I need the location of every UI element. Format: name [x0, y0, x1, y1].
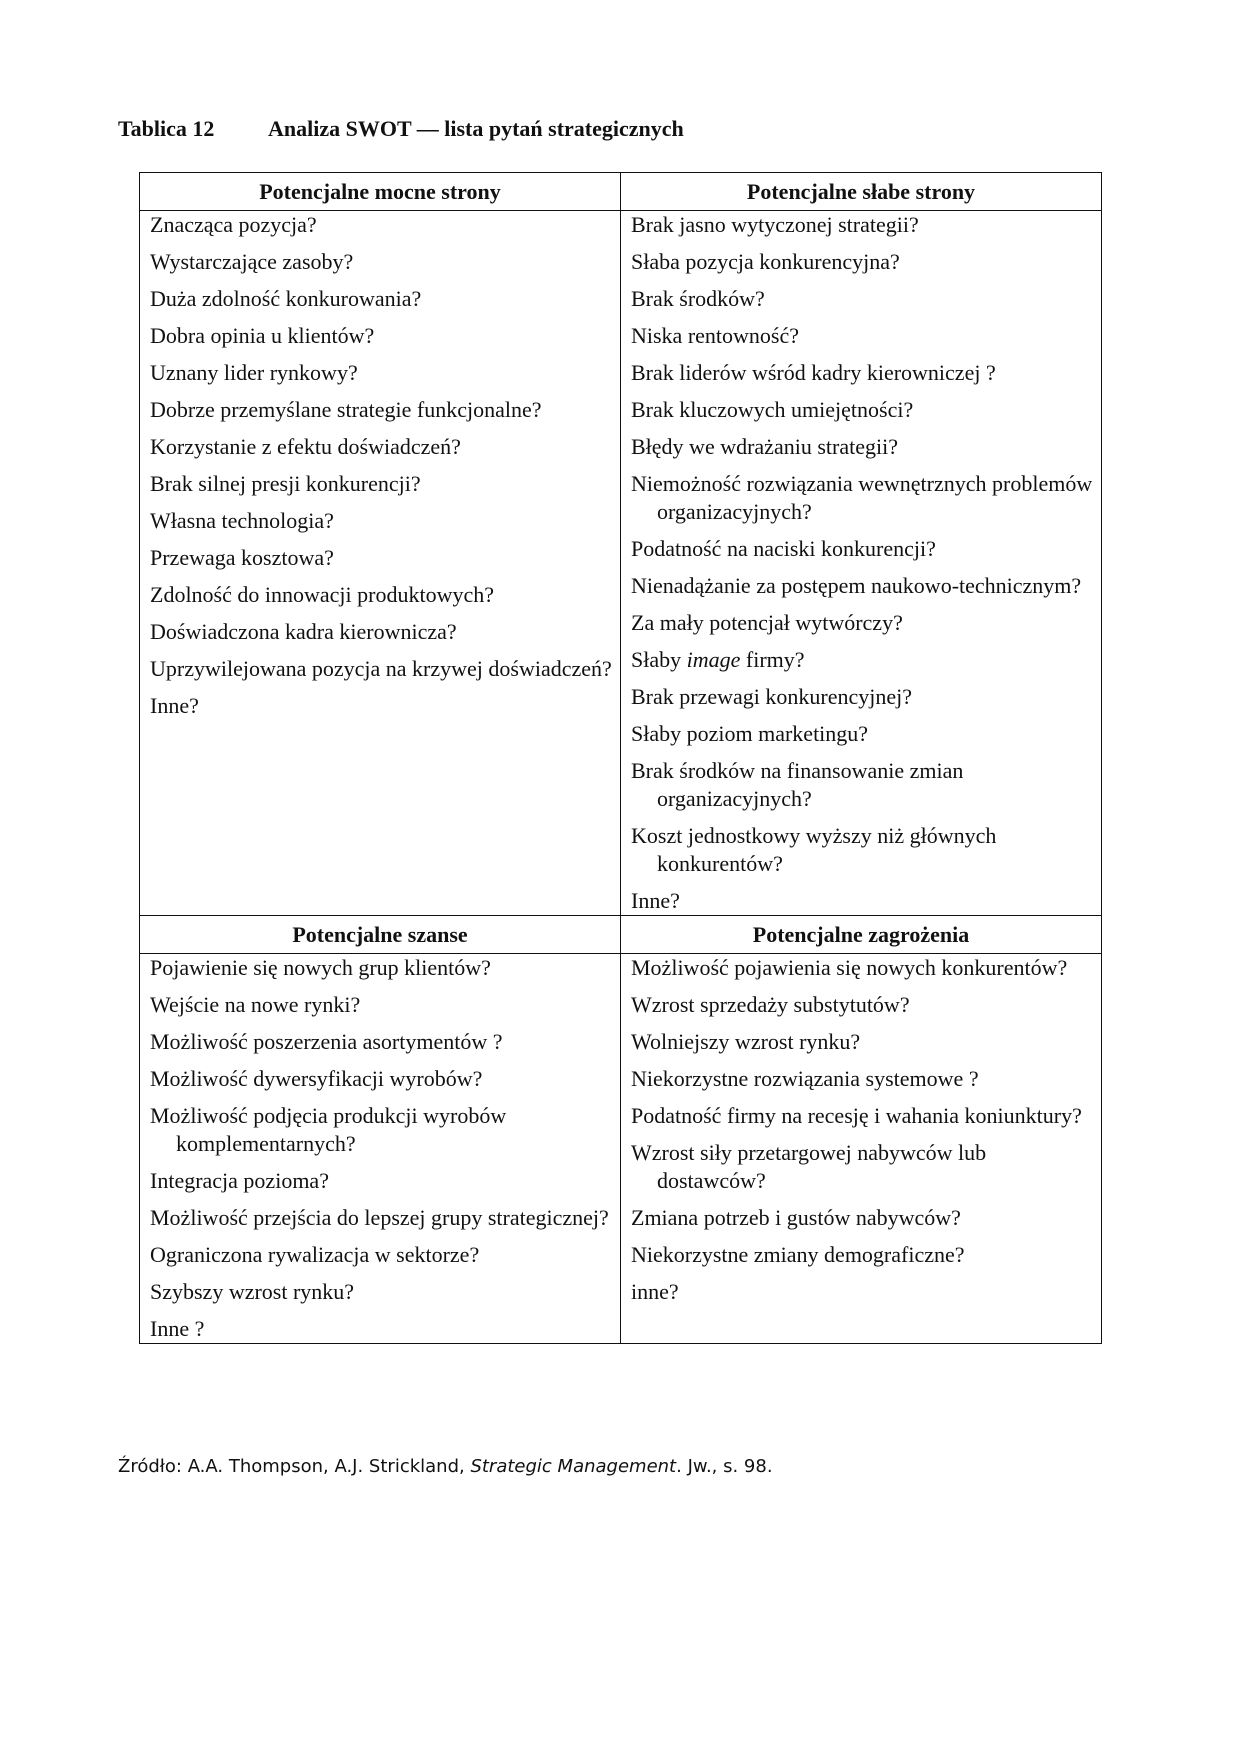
list-item: inne? [631, 1279, 679, 1304]
list-item: Inne ? [150, 1316, 205, 1341]
list-item: Ograniczona rywalizacja w sektorze? [150, 1242, 480, 1267]
list-item: Koszt jednostkowy wyższy niż głównych konkurentów? [631, 823, 997, 876]
source-book-title: Strategic Management [470, 1456, 677, 1477]
opportunities-cell [140, 954, 621, 1344]
list-item: Wzrost siły przetargowej nabywców lub dostawców? [631, 1140, 987, 1193]
list-item: Inne? [631, 888, 680, 913]
list-item: Wejście na nowe rynki? [150, 992, 361, 1017]
list-item: Brak jasno wytyczonej strategii? [631, 212, 919, 237]
list-item: Brak silnej presji konkurencji? [150, 471, 421, 496]
opportunities-header: Potencjalne szanse [140, 916, 621, 954]
list-item: Słaba pozycja konkurencyjna? [631, 249, 900, 274]
opportunities-list [140, 954, 620, 1343]
list-item: Niekorzystne zmiany demograficzne? [631, 1242, 965, 1267]
list-item: Wolniejszy wzrost rynku? [631, 1029, 861, 1054]
list-item: Możliwość poszerzenia asortymentów ? [150, 1029, 503, 1054]
list-item: Wystarczające zasoby? [150, 249, 354, 274]
swot-table [139, 172, 1102, 1344]
list-item: Brak przewagi konkurencyjnej? [631, 684, 912, 709]
list-item: Uznany lider rynkowy? [150, 360, 358, 385]
weaknesses-header: Potencjalne słabe strony [621, 173, 1102, 211]
list-item: Przewaga kosztowa? [150, 545, 334, 570]
list-item: Brak środków na finansowanie zmian organizacyjnych? [631, 758, 964, 811]
list-item: Możliwość dywersyfikacji wyrobów? [150, 1066, 483, 1091]
table-caption [118, 116, 684, 142]
list-item: Brak środków? [631, 286, 765, 311]
list-item: Wzrost sprzedaży substytutów? [631, 992, 910, 1017]
list-item: Za mały potencjał wytwórczy? [631, 610, 903, 635]
list-item: Niekorzystne rozwiązania systemowe ? [631, 1066, 979, 1091]
list-item: Pojawienie się nowych grup klientów? [150, 955, 491, 980]
threats-cell [621, 954, 1102, 1344]
list-item: Inne? [150, 693, 199, 718]
list-item: Podatność firmy na recesję i wahania koniunktury? [631, 1103, 1082, 1128]
list-item: Nienadążanie za postępem naukowo-technicznym? [631, 573, 1082, 598]
list-item: Słaby image firmy? [631, 647, 805, 672]
strengths-list [140, 211, 620, 720]
list-item: Dobrze przemyślane strategie funkcjonalne? [150, 397, 542, 422]
threats-list [621, 954, 1101, 1306]
weaknesses-list [621, 211, 1101, 915]
list-item: Możliwość przejścia do lepszej grupy strategicznej? [150, 1205, 609, 1230]
list-item: Zmiana potrzeb i gustów nabywców? [631, 1205, 961, 1230]
source-suffix: . Jw., s. 98. [676, 1456, 773, 1477]
strengths-cell [140, 211, 621, 916]
list-item: Błędy we wdrażaniu strategii? [631, 434, 898, 459]
table-number: Tablica 12 [118, 116, 215, 141]
list-item: Korzystanie z efektu doświadczeń? [150, 434, 461, 459]
list-item: Szybszy wzrost rynku? [150, 1279, 355, 1304]
list-item: Znacząca pozycja? [150, 212, 317, 237]
threats-header: Potencjalne zagrożenia [621, 916, 1102, 954]
strengths-header: Potencjalne mocne strony [140, 173, 621, 211]
source-prefix: Źródło: A.A. Thompson, A.J. Strickland, [118, 1456, 471, 1477]
list-item: Duża zdolność konkurowania? [150, 286, 422, 311]
list-item: Doświadczona kadra kierownicza? [150, 619, 457, 644]
list-item: Możliwość pojawienia się nowych konkurentów? [631, 955, 1068, 980]
list-item: Własna technologia? [150, 508, 334, 533]
list-item: Uprzywilejowana pozycja na krzywej doświadczeń? [150, 656, 612, 681]
list-item: Zdolność do innowacji produktowych? [150, 582, 494, 607]
list-item: Niemożność rozwiązania wewnętrznych problemów organizacyjnych? [631, 471, 1093, 524]
list-item: Podatność na naciski konkurencji? [631, 536, 936, 561]
list-item: Dobra opinia u klientów? [150, 323, 375, 348]
list-item: Możliwość podjęcia produkcji wyrobów komplementarnych? [150, 1103, 507, 1156]
table-title: Analiza SWOT — lista pytań strategicznych [268, 116, 684, 141]
list-item: Słaby poziom marketingu? [631, 721, 869, 746]
weaknesses-cell [621, 211, 1102, 916]
list-item: Niska rentowność? [631, 323, 800, 348]
list-item: Brak kluczowych umiejętności? [631, 397, 914, 422]
list-item: Integracja pozioma? [150, 1168, 329, 1193]
source-note [118, 1456, 773, 1477]
list-item: Brak liderów wśród kadry kierowniczej ? [631, 360, 996, 385]
